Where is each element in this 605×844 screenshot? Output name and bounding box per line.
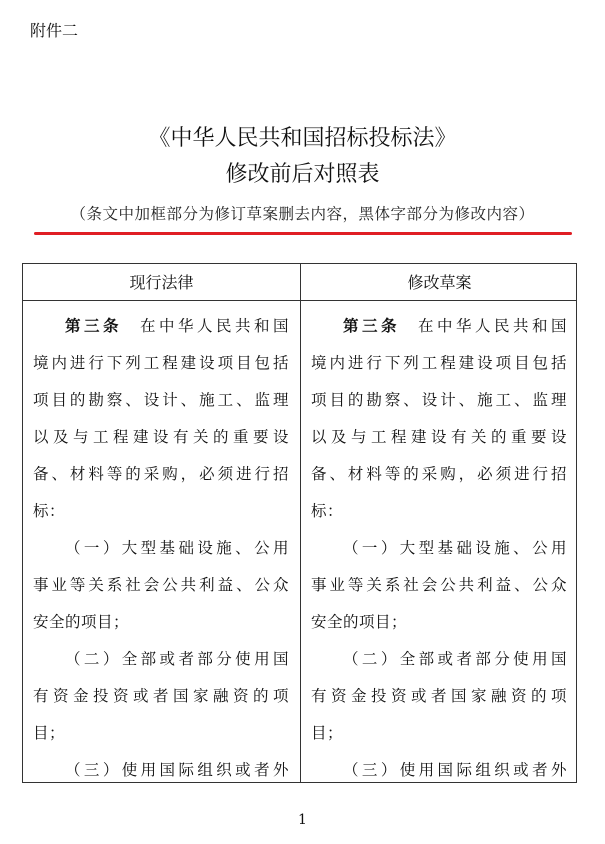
text-line: 事业等关系社会公共利益、公众 [33,576,289,594]
text-line: （三）使用国际组织或者外 [343,761,567,779]
text-line: 目； [311,724,344,742]
column-divider [300,264,301,782]
text-line: 以及与工程建设有关的重要设 [311,428,567,446]
text-line: 事业等关系社会公共利益、公众 [311,576,567,594]
header-draft-amendment: 修改草案 [407,273,472,292]
text-line [311,308,567,345]
text-line: 以及与工程建设有关的重要设 [33,428,289,446]
explanatory-note: （条文中加框部分为修订草案删去内容，黑体字部分为修改内容） [70,205,535,223]
text-line: （三）使用国际组织或者外 [65,761,289,779]
text-line: 备、材料等的采购，必须进行招 [33,465,289,483]
text-span: 在中华人民共和国 [418,317,567,335]
text-span: 在中华人民共和国 [140,317,289,335]
text-line: 备、材料等的采购，必须进行招 [311,465,567,483]
current-law-column [33,308,289,783]
text-line: 安全的项目； [311,613,408,631]
text-line: 标： [311,502,344,520]
article-label: 第三条 [343,317,400,335]
header-current-law: 现行法律 [129,273,194,292]
text-line: 项目的勘察、设计、施工、监理 [33,391,289,409]
text-line: 境内进行下列工程建设项目包括 [33,354,289,372]
text-line: 安全的项目； [33,613,130,631]
text-line: （二）全部或者部分使用国 [343,650,567,668]
text-line [33,308,289,345]
text-line: 项目的勘察、设计、施工、监理 [311,391,567,409]
document-title: 《中华人民共和国招标投标法》 [148,126,457,151]
document-subtitle: 修改前后对照表 [225,162,380,187]
text-line: 有资金投资或者国家融资的项 [33,687,289,705]
red-divider-line [34,232,572,235]
text-line: 境内进行下列工程建设项目包括 [311,354,567,372]
text-line: （二）全部或者部分使用国 [65,650,289,668]
text-line: （一）大型基础设施、公用 [343,539,567,557]
attachment-label: 附件二 [30,21,79,40]
page-number: 1 [298,812,307,828]
comparison-table [22,263,577,783]
text-line: 目； [33,724,66,742]
draft-amendment-column [311,308,567,783]
text-line: 标： [33,502,66,520]
text-line: （一）大型基础设施、公用 [65,539,289,557]
text-line: 有资金投资或者国家融资的项 [311,687,567,705]
article-label: 第三条 [65,317,122,335]
